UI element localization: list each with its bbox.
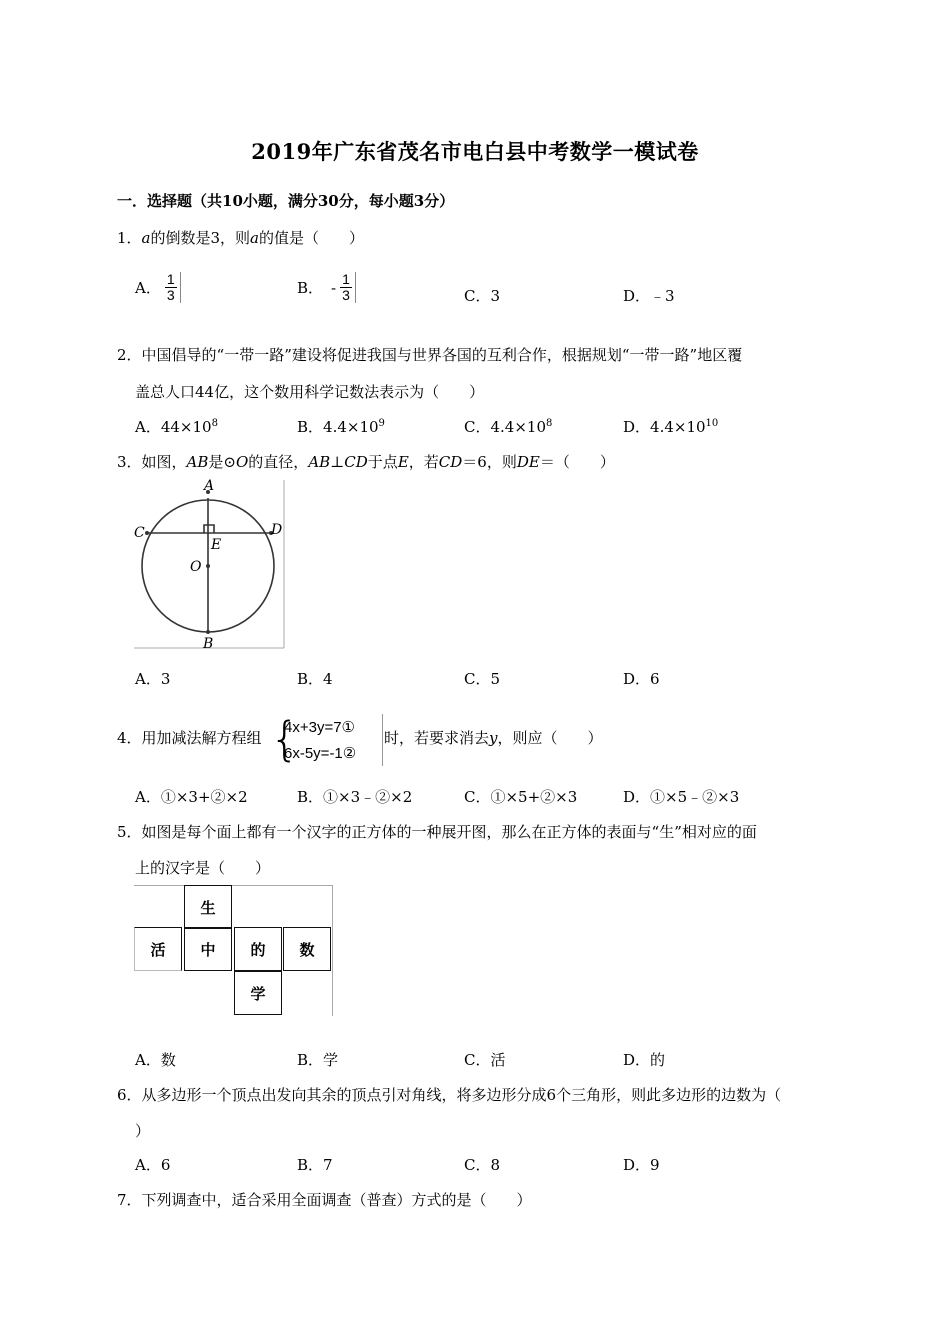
question-5-line2: 上的汉字是（ ）: [135, 859, 271, 877]
q2-option-a[interactable]: A．$44\times 10^8$: [135, 418, 218, 436]
question-2-line2: 盖总人口44亿，这个数用科学记数法表示为（ ）: [135, 383, 485, 401]
cube-face-huo: 活: [134, 927, 182, 971]
q6-option-b[interactable]: B．7: [297, 1156, 333, 1174]
label-c: C: [134, 525, 145, 541]
label-b: B: [203, 636, 214, 650]
q6-option-d[interactable]: D．9: [623, 1156, 660, 1174]
cube-face-shu: 数: [283, 927, 331, 971]
q1-option-a[interactable]: A． $\frac{1}{3}$: [135, 272, 181, 303]
q3-option-b[interactable]: B．4: [297, 670, 333, 688]
section-heading: 一．选择题（共10小题，满分30分，每小题3分）: [117, 192, 455, 210]
q4-option-c[interactable]: C．①×5+②×3: [464, 788, 578, 806]
q4-option-a[interactable]: A．①×3+②×2: [135, 788, 248, 806]
label-d: D: [271, 522, 283, 538]
cube-face-zhong: 中: [184, 927, 232, 971]
question-6-line2: ）: [135, 1122, 151, 1140]
question-1: 1．a的倒数是3，则a的值是（ ）: [117, 229, 365, 247]
circle-figure: [134, 478, 286, 650]
q1-option-b[interactable]: B． - $\frac{1}{3}$: [297, 272, 356, 303]
label-a: A: [204, 478, 215, 494]
label-e: E: [211, 537, 222, 553]
q2-option-b[interactable]: B．$4.4\times 10^9$: [297, 418, 385, 436]
question-2-line1: 2．中国倡导的“一带一路”建设将促进我国与世界各国的互利合作，根据规划“一带一路”地区覆: [117, 346, 743, 364]
cube-face-xue: 学: [234, 971, 282, 1015]
q5-option-b[interactable]: B．学: [297, 1051, 339, 1069]
q2-option-d[interactable]: D．$4.4\times 10^{10}$: [623, 418, 719, 436]
equation-system: { 4x+3y=7① 6x-5y=-1②: [270, 714, 383, 766]
question-4-post: 时，若要求消去y，则应（ ）: [384, 729, 603, 747]
q3-option-c[interactable]: C．5: [464, 670, 501, 688]
q1-option-d[interactable]: D．﹣3: [623, 287, 675, 305]
q3-option-d[interactable]: D．6: [623, 670, 660, 688]
right-angle-mark: [204, 525, 214, 533]
q5-option-c[interactable]: C．活: [464, 1051, 506, 1069]
q4-option-d[interactable]: D．①×5﹣②×3: [623, 788, 740, 806]
page-title: 2019年广东省茂名市电白县中考数学一模试卷: [251, 139, 699, 164]
question-4-pre: 4．用加减法解方程组: [117, 729, 262, 747]
cube-face-de: 的: [234, 927, 282, 971]
label-o: O: [190, 559, 202, 575]
cube-face-sheng: 生: [184, 885, 232, 929]
q4-option-b[interactable]: B．①×3﹣②×2: [297, 788, 413, 806]
equation-2: 6x-5y=-1②: [284, 745, 357, 762]
question-6-line1: 6．从多边形一个顶点出发向其余的顶点引对角线，将多边形分成6个三角形，则此多边形的边数为（: [117, 1086, 782, 1104]
q5-option-a[interactable]: A．数: [135, 1051, 176, 1069]
q6-option-a[interactable]: A．6: [135, 1156, 171, 1174]
q3-option-a[interactable]: A．3: [135, 670, 171, 688]
q1-option-c[interactable]: C．3: [464, 287, 501, 305]
q6-option-c[interactable]: C．8: [464, 1156, 501, 1174]
question-3: 3．如图，AB是⊙O的直径，AB⊥CD于点E，若CD＝6，则DE＝（ ）: [117, 453, 615, 471]
question-5-line1: 5．如图是每个面上都有一个汉字的正方体的一种展开图，那么在正方体的表面与“生”相对应的面: [117, 823, 757, 841]
q2-option-c[interactable]: C．$4.4\times 10^8$: [464, 418, 553, 436]
equation-1: 4x+3y=7①: [284, 719, 355, 736]
q5-option-d[interactable]: D．的: [623, 1051, 666, 1069]
question-7: 7．下列调查中，适合采用全面调查（普查）方式的是（ ）: [117, 1191, 532, 1209]
